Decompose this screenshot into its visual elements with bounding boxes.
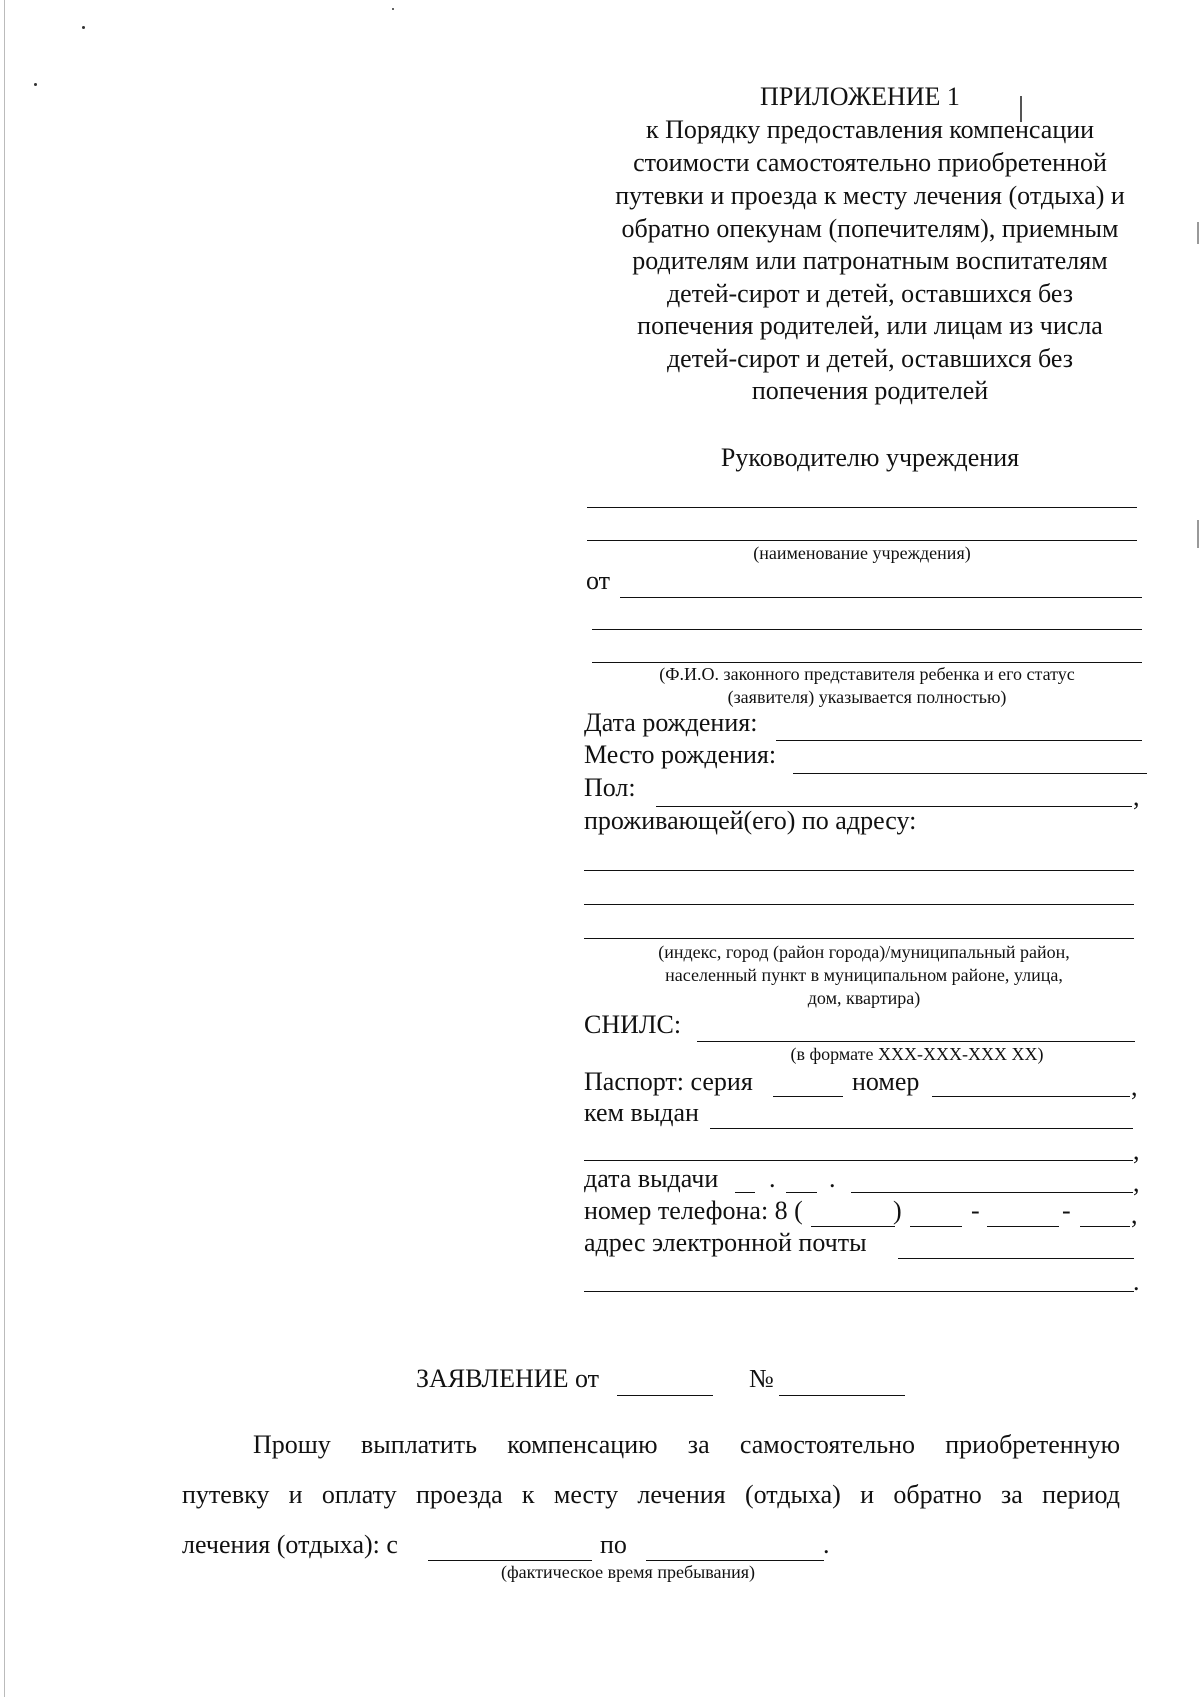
institution-hint: (наименование учреждения) <box>753 543 971 563</box>
issue-month-field[interactable] <box>786 1165 817 1191</box>
appendix-line: детей-сирот и детей, оставшихся без <box>666 344 1074 373</box>
appendix-line: попечения родителей <box>751 376 989 405</box>
applicant-name-field-1[interactable] <box>620 570 1142 596</box>
phone-part2-field[interactable] <box>987 1199 1059 1225</box>
appendix-line: попечения родителей, или лицам из числа <box>637 311 1103 340</box>
statement-body-line: путевку и оплату проезда к месту лечения (отдыха) и обратно за период <box>182 1480 1120 1509</box>
issued-by-label: кем выдан <box>584 1098 699 1127</box>
date-separator: . <box>829 1164 836 1193</box>
dash: - <box>971 1196 980 1225</box>
email-field-2[interactable] <box>584 1264 1134 1290</box>
institution-field-line <box>587 540 1137 541</box>
passport-number-field-line <box>932 1096 1130 1097</box>
from-label: от <box>586 566 611 595</box>
email-field-line <box>584 1291 1134 1292</box>
issued-by-field-2[interactable] <box>584 1133 1133 1159</box>
residing-label: проживающей(его) по адресу: <box>584 806 917 835</box>
to-label: по <box>600 1530 627 1559</box>
birth-place-field-line <box>793 773 1147 774</box>
passport-series-label: Паспорт: серия <box>584 1067 753 1096</box>
birth-date-label: Дата рождения: <box>584 708 758 737</box>
appendix-line: обратно опекунам (попечителям), приемным <box>621 214 1119 243</box>
statement-number-field-line <box>779 1395 905 1396</box>
passport-number-field[interactable] <box>932 1069 1130 1095</box>
passport-series-field-line <box>773 1096 843 1097</box>
address-hint: дом, квартира) <box>807 988 921 1008</box>
issue-day-field[interactable] <box>735 1165 755 1191</box>
phone-part1-field[interactable] <box>910 1199 962 1225</box>
birth-place-label: Место рождения: <box>584 740 777 769</box>
issue-day-field-line <box>735 1192 755 1193</box>
address-hint: населенный пункт в муниципальном районе, улица, <box>665 965 1063 985</box>
issued-by-field-1[interactable] <box>710 1101 1133 1127</box>
applicant-name-field-2[interactable] <box>592 602 1142 628</box>
phone-part3-field[interactable] <box>1080 1199 1130 1225</box>
issue-month-field-line <box>786 1192 817 1193</box>
address-field-line <box>584 938 1134 939</box>
scan-speck <box>82 26 85 29</box>
email-field-line <box>898 1258 1134 1259</box>
birth-date-field[interactable] <box>776 713 1142 739</box>
sex-label: Пол: <box>584 773 636 802</box>
phone-part2-field-line <box>987 1226 1059 1227</box>
sex-field[interactable] <box>656 779 1132 805</box>
email-field-1[interactable] <box>898 1231 1134 1257</box>
applicant-hint: (Ф.И.О. законного представителя ребенка и его статус <box>659 664 1075 684</box>
period-to-field-line <box>646 1560 824 1561</box>
phone-label: номер телефона: 8 ( <box>584 1196 803 1225</box>
issued-by-field-line <box>584 1160 1133 1161</box>
address-field-line <box>584 904 1134 905</box>
period: . <box>1133 1267 1140 1296</box>
period-to-field[interactable] <box>646 1533 824 1559</box>
institution-field-1[interactable] <box>587 480 1137 506</box>
address-field-2[interactable] <box>584 877 1134 903</box>
snils-hint: (в формате XXX-XXX-XXX XX) <box>790 1044 1044 1064</box>
applicant-field-line <box>592 662 1142 663</box>
applicant-field-line <box>592 629 1142 630</box>
appendix-line: детей-сирот и детей, оставшихся без <box>666 279 1074 308</box>
appendix-line: путевки и проезда к месту лечения (отдыха) и <box>615 181 1125 210</box>
scan-speck <box>4 0 5 1697</box>
passport-number-label: номер <box>852 1067 920 1096</box>
address-hint: (индекс, город (район города)/муниципальный район, <box>658 942 1070 962</box>
snils-field-line <box>697 1041 1135 1042</box>
comma: , <box>1131 1200 1138 1229</box>
issued-by-field-line <box>710 1128 1133 1129</box>
issue-date-label: дата выдачи <box>584 1164 719 1193</box>
dash: - <box>1062 1196 1071 1225</box>
passport-series-field[interactable] <box>773 1069 843 1095</box>
snils-label: СНИЛС: <box>584 1010 682 1039</box>
address-field-1[interactable] <box>584 843 1134 869</box>
phone-part1-field-line <box>910 1226 962 1227</box>
email-label: адрес электронной почты <box>584 1228 867 1257</box>
statement-body-line: лечения (отдыха): с <box>182 1530 398 1559</box>
applicant-name-field-3[interactable] <box>592 635 1142 661</box>
institution-field-2[interactable] <box>587 513 1137 539</box>
appendix-title: ПРИЛОЖЕНИЕ 1 <box>760 82 960 111</box>
phone-part3-field-line <box>1080 1226 1130 1227</box>
comma: , <box>1133 1136 1140 1165</box>
appendix-line: родителям или патронатным воспитателям <box>632 246 1108 275</box>
birth-place-field[interactable] <box>793 746 1147 772</box>
statement-number-field[interactable] <box>779 1368 905 1394</box>
issue-year-field-line <box>851 1192 1133 1193</box>
applicant-field-line <box>620 597 1142 598</box>
statement-body-line: Прошу выплатить компенсацию за самостоятельно приобретенную <box>253 1430 1120 1459</box>
snils-field[interactable] <box>697 1014 1135 1040</box>
phone-code-field[interactable] <box>811 1199 895 1225</box>
period-from-field[interactable] <box>428 1533 592 1559</box>
address-field-3[interactable] <box>584 911 1134 937</box>
issue-year-field[interactable] <box>851 1165 1133 1191</box>
date-separator: . <box>769 1164 776 1193</box>
period-from-field-line <box>428 1560 592 1561</box>
period-hint: (фактическое время пребывания) <box>501 1562 755 1582</box>
appendix-line: к Порядку предоставления компенсации <box>645 115 1095 144</box>
addressee-heading: Руководителю учреждения <box>720 443 1020 472</box>
scan-speck <box>34 83 37 86</box>
address-field-line <box>584 870 1134 871</box>
birth-date-field-line <box>776 740 1142 741</box>
appendix-line: стоимости самостоятельно приобретенной <box>633 148 1107 177</box>
comma: , <box>1133 782 1140 811</box>
paren: ) <box>893 1196 902 1225</box>
comma: , <box>1131 1072 1138 1101</box>
applicant-hint: (заявителя) указывается полностью) <box>727 687 1007 707</box>
scan-speck <box>1197 222 1199 244</box>
phone-code-field-line <box>811 1226 895 1227</box>
statement-date-field-line <box>617 1395 713 1396</box>
scan-speck <box>1197 520 1199 548</box>
institution-field-line <box>587 507 1137 508</box>
scan-speck <box>392 8 394 10</box>
comma: , <box>1133 1168 1140 1197</box>
statement-date-field[interactable] <box>617 1368 713 1394</box>
statement-title: ЗАЯВЛЕНИЕ от <box>416 1364 599 1393</box>
number-sign: № <box>749 1364 774 1393</box>
period: . <box>823 1530 830 1559</box>
